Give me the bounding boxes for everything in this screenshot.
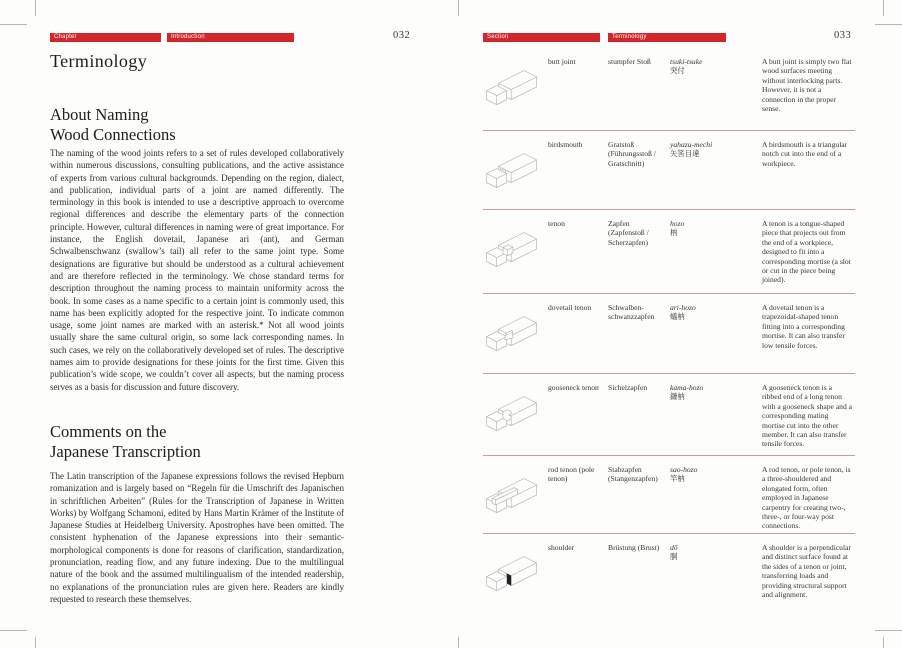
crop-mark	[883, 637, 884, 648]
joint-german-name: stumpfer Stoß	[608, 57, 651, 66]
page-number-left: 032	[393, 30, 411, 41]
table-row	[483, 533, 855, 630]
joint-description: A tenon is a tongue-shaped piece that projects out from the end of a workpiece, designed to fit into a corresponding mortise (a slot or cut in the piece being joined).	[762, 219, 851, 285]
tenon-illustration	[483, 219, 548, 293]
crop-mark	[875, 630, 902, 631]
joint-description: A dovetail tenon is a trapezoidal-shaped tenon fitting into a corresponding mortise. It can also transfer low tensile forces.	[762, 303, 845, 350]
joint-german-name: Gratstoß (Führungsstoß / Gratschnitt)	[608, 140, 656, 168]
joint-german-name: Schwalben- schwanzzapfen	[608, 303, 655, 322]
birdsmouth-illustration	[483, 140, 548, 209]
table-row	[483, 55, 855, 130]
joint-japanese-name	[670, 219, 762, 293]
joint-kanji: 鎌枘	[670, 392, 685, 402]
crop-mark	[0, 630, 27, 631]
joint-romaji: kama-hozo	[670, 383, 704, 392]
joint-description: A butt joint is simply two flat wood surfaces meeting without interlocking parts. However, it is not a connection in the proper sense.	[762, 57, 852, 114]
introduction-tag-bar: Introduction	[167, 33, 294, 42]
crop-mark	[35, 0, 36, 16]
joint-name: butt joint	[548, 57, 576, 66]
joint-kanji: 枘	[670, 228, 678, 238]
joint-romaji: ari-hozo	[670, 303, 696, 312]
crop-mark	[883, 0, 884, 16]
heading-line: Japanese Transcription	[50, 441, 201, 461]
joint-name: tenon	[548, 219, 565, 228]
joint-name: dovetail tenon	[548, 303, 592, 312]
joint-japanese-name	[670, 57, 762, 130]
paragraph-japanese-transcription: The Latin transcription of the Japanese expressions follows the revised Hepburn romanization and is largely based on “Regeln für die Umschrift des Japanischen in schriftlichen Arbeiten” (Rules for the Transcription of Japanese in Written Works) by Wolfgang Schamoni, edited by Hans Martin Krämer of the Institute of Japanese Studies at Heidelberg University. Apostrophes have been omitted. The consistent hyphenation of the Japanese expressions into their semantic-morphological components is done for reasons of clarification, standardization, pronunciation, reading flow, and any future indexing. Due to the multilingual nature of the book and the assumed multilingualism of the intended readership, no explanations of the pronunciation rules are given here. Readers are kindly requested to research these themselves.	[50, 471, 344, 604]
joint-romaji: sao-hozo	[670, 465, 698, 474]
table-row	[483, 293, 855, 373]
joint-german-name: Sichelzapfen	[608, 383, 648, 392]
joint-description: A birdsmouth is a triangular notch cut into the end of a workpiece.	[762, 140, 848, 168]
joint-japanese-name	[670, 383, 762, 455]
joint-german-name: Brüstung (Brust)	[608, 543, 660, 552]
crop-mark	[458, 637, 459, 648]
joint-kanji: 矢筈目違	[670, 149, 700, 159]
joint-kanji: 胴	[670, 552, 678, 562]
joint-romaji: hozo	[670, 219, 685, 228]
page-number-right: 033	[834, 30, 852, 41]
joint-name: gooseneck tenon	[548, 383, 599, 392]
joint-japanese-name	[670, 140, 762, 209]
heading-line: About Naming	[50, 105, 149, 124]
joint-name: birdsmouth	[548, 140, 583, 149]
table-row	[483, 130, 855, 209]
joint-german-name: Zapfen (Zapfenstoß / Scherzapfen)	[608, 219, 649, 247]
crop-mark	[458, 0, 459, 16]
joints-table	[483, 55, 855, 630]
joint-kanji: 蟻枘	[670, 312, 685, 322]
page-title: Terminology	[50, 51, 148, 71]
section-tag-bar: Section	[483, 33, 600, 42]
crop-mark	[875, 24, 902, 25]
rod-tenon-illustration	[483, 465, 548, 533]
heading-about-naming	[50, 105, 176, 144]
crop-mark	[35, 637, 36, 648]
table-row	[483, 373, 855, 455]
joint-description: A rod tenon, or pole tenon, is a three-shouldered and elongated form, often employed in Japanese carpentry for creating two-, three-, or four-way post connections.	[762, 465, 851, 531]
joint-romaji: tsuki-tsuke	[670, 57, 703, 66]
joint-german-name: Stabzapfen (Stangenzapfen)	[608, 465, 658, 484]
butt-joint-illustration	[483, 57, 548, 130]
table-row	[483, 209, 855, 293]
joint-romaji: dō	[670, 543, 678, 552]
joint-kanji: 突付	[670, 66, 685, 76]
terminology-tag-bar: Terminology	[608, 33, 726, 42]
paragraph-about-naming: The naming of the wood joints refers to a set of rules developed collaboratively within numerous discussions, consulting publications, and the active assistance of experts from various cultural backgrounds. Depending on the region, dialect, and publication, individual parts of a joint are named differently. The terminology in this book is intended to use a descriptive approach to overcome regional differences and describe the elementary parts of the connection principle. However, cultural differences in naming were of great importance. For instance, the English dovetail, Japanese ari (ant), and German Schwalbenschwanz (swallow’s tail) all refer to the same joint type. Some designations are figurative but should be understood as a cultural achievement and are therefore reflected in the terminology. We chose standard terms for description throughout the naming process to maintain uniformity across the book. In some cases as a name specific to a certain joint is commonly used, this name has been explicitly adopted for the respective joint. To indicate common usage, some joint names are marked with an asterisk.* Not all wood joints usually share the same cultural origin, so some lack corresponding names. In such cases, we rely on the collaboratively developed set of rules. The descriptive names aim to provide designations for these joints for the first time. Given this publication’s wide scope, we couldn’t cover all aspects, but the naming process serves as a basis for discussion and future discovery.	[50, 148, 344, 392]
joint-kanji: 竿枘	[670, 474, 685, 484]
joint-japanese-name	[670, 465, 762, 533]
dovetail-tenon-illustration	[483, 303, 548, 373]
heading-japanese-transcription	[50, 422, 201, 461]
heading-line: Comments on the	[50, 422, 167, 441]
chapter-tag-bar: Chapter	[50, 33, 161, 42]
joint-romaji: yahazu-mechi	[670, 140, 713, 149]
crop-mark	[0, 24, 27, 25]
shoulder-illustration	[483, 543, 548, 630]
joint-japanese-name	[670, 543, 762, 630]
joint-japanese-name	[670, 303, 762, 373]
joint-name: rod tenon (pole tenon)	[548, 465, 595, 484]
gooseneck-tenon-illustration	[483, 383, 548, 455]
joint-name: shoulder	[548, 543, 575, 552]
joint-description: A shoulder is a perpendicular and distinct surface found at the sides of a tenon or joint, transferring loads and providing structural support and alignment.	[762, 543, 851, 600]
table-row	[483, 455, 855, 533]
joint-description: A gooseneck tenon is a ribbed end of a long tenon with a gooseneck shape and a corresponding mating mortise cut into the other member. It can also transfer tensile forces.	[762, 383, 853, 449]
heading-line: Wood Connections	[50, 124, 176, 144]
